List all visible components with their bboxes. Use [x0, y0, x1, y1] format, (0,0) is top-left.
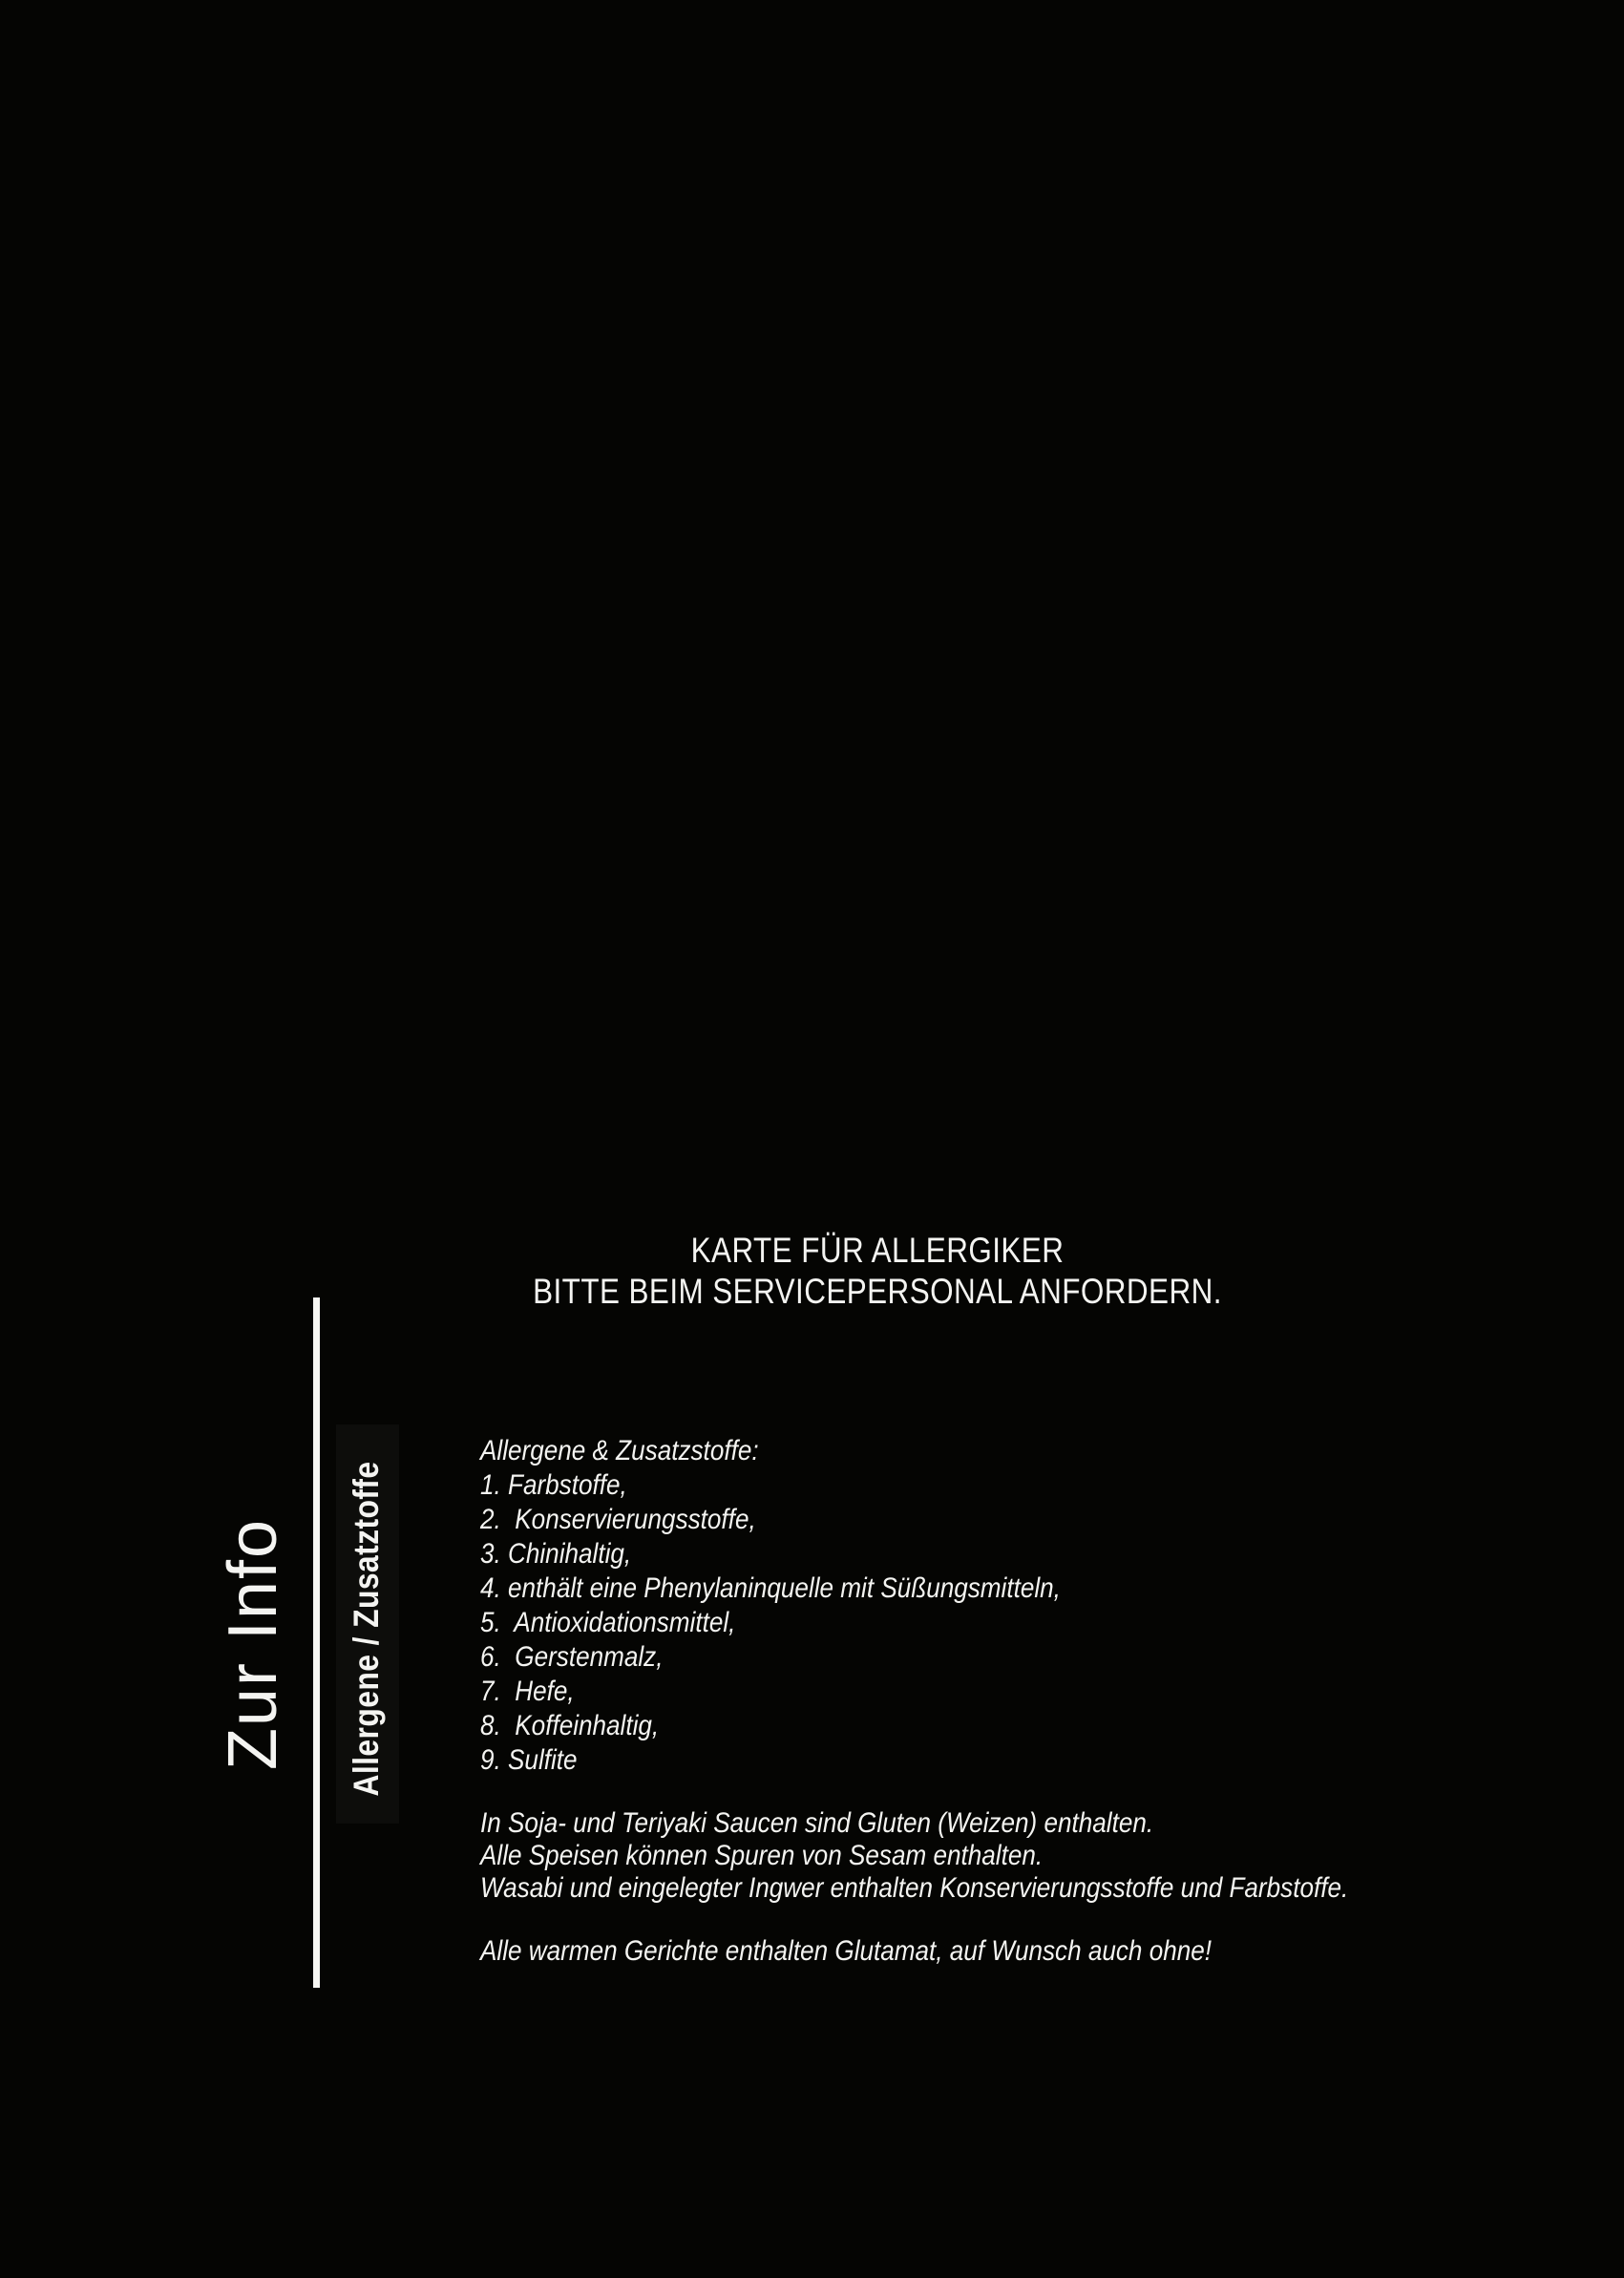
- allergen-heading: Allergene & Zusatzstoffe:: [480, 1435, 759, 1466]
- note-line: Alle Speisen können Spuren von Sesam enthalten.: [480, 1840, 1044, 1871]
- allergen-item: 4. enthält eine Phenylaninquelle mit Süßungsmitteln,: [480, 1572, 1061, 1604]
- note-line: Wasabi und eingelegter Ingwer enthalten Konservierungsstoffe und Farbstoffe.: [480, 1872, 1349, 1904]
- note-line: In Soja- und Teriyaki Saucen sind Gluten (Weizen) enthalten.: [480, 1807, 1154, 1839]
- allergen-item: 9. Sulfite: [480, 1744, 578, 1776]
- allergen-item: 7. Hefe,: [480, 1676, 575, 1707]
- allergen-notes: [480, 1807, 1348, 1905]
- allergen-item: 2. Konservierungsstoffe,: [480, 1504, 756, 1535]
- vertical-allergen-label: Allergene / Zusatztoffe: [347, 1461, 386, 1797]
- allergy-header: [269, 1230, 1487, 1312]
- vertical-info-label: Zur Info: [215, 1517, 291, 1771]
- allergen-item: 3. Chinihaltig,: [480, 1538, 632, 1570]
- header-line-2: BITTE BEIM SERVICEPERSONAL ANFORDERN.: [533, 1272, 1222, 1311]
- allergen-item: 1. Farbstoffe,: [480, 1469, 627, 1501]
- footnote-line: Alle warmen Gerichte enthalten Glutamat, auf Wunsch auch ohne!: [480, 1935, 1213, 1967]
- allergen-section: [480, 1434, 1348, 1968]
- allergen-list: [480, 1434, 1348, 1778]
- allergen-item: 6. Gerstenmalz,: [480, 1641, 664, 1673]
- allergen-item: 5. Antioxidationsmittel,: [480, 1607, 736, 1638]
- divider-rule: [313, 1297, 320, 1988]
- header-line-1: KARTE FÜR ALLERGIKER: [690, 1231, 1065, 1270]
- allergen-item: 8. Koffeinhaltig,: [480, 1710, 660, 1741]
